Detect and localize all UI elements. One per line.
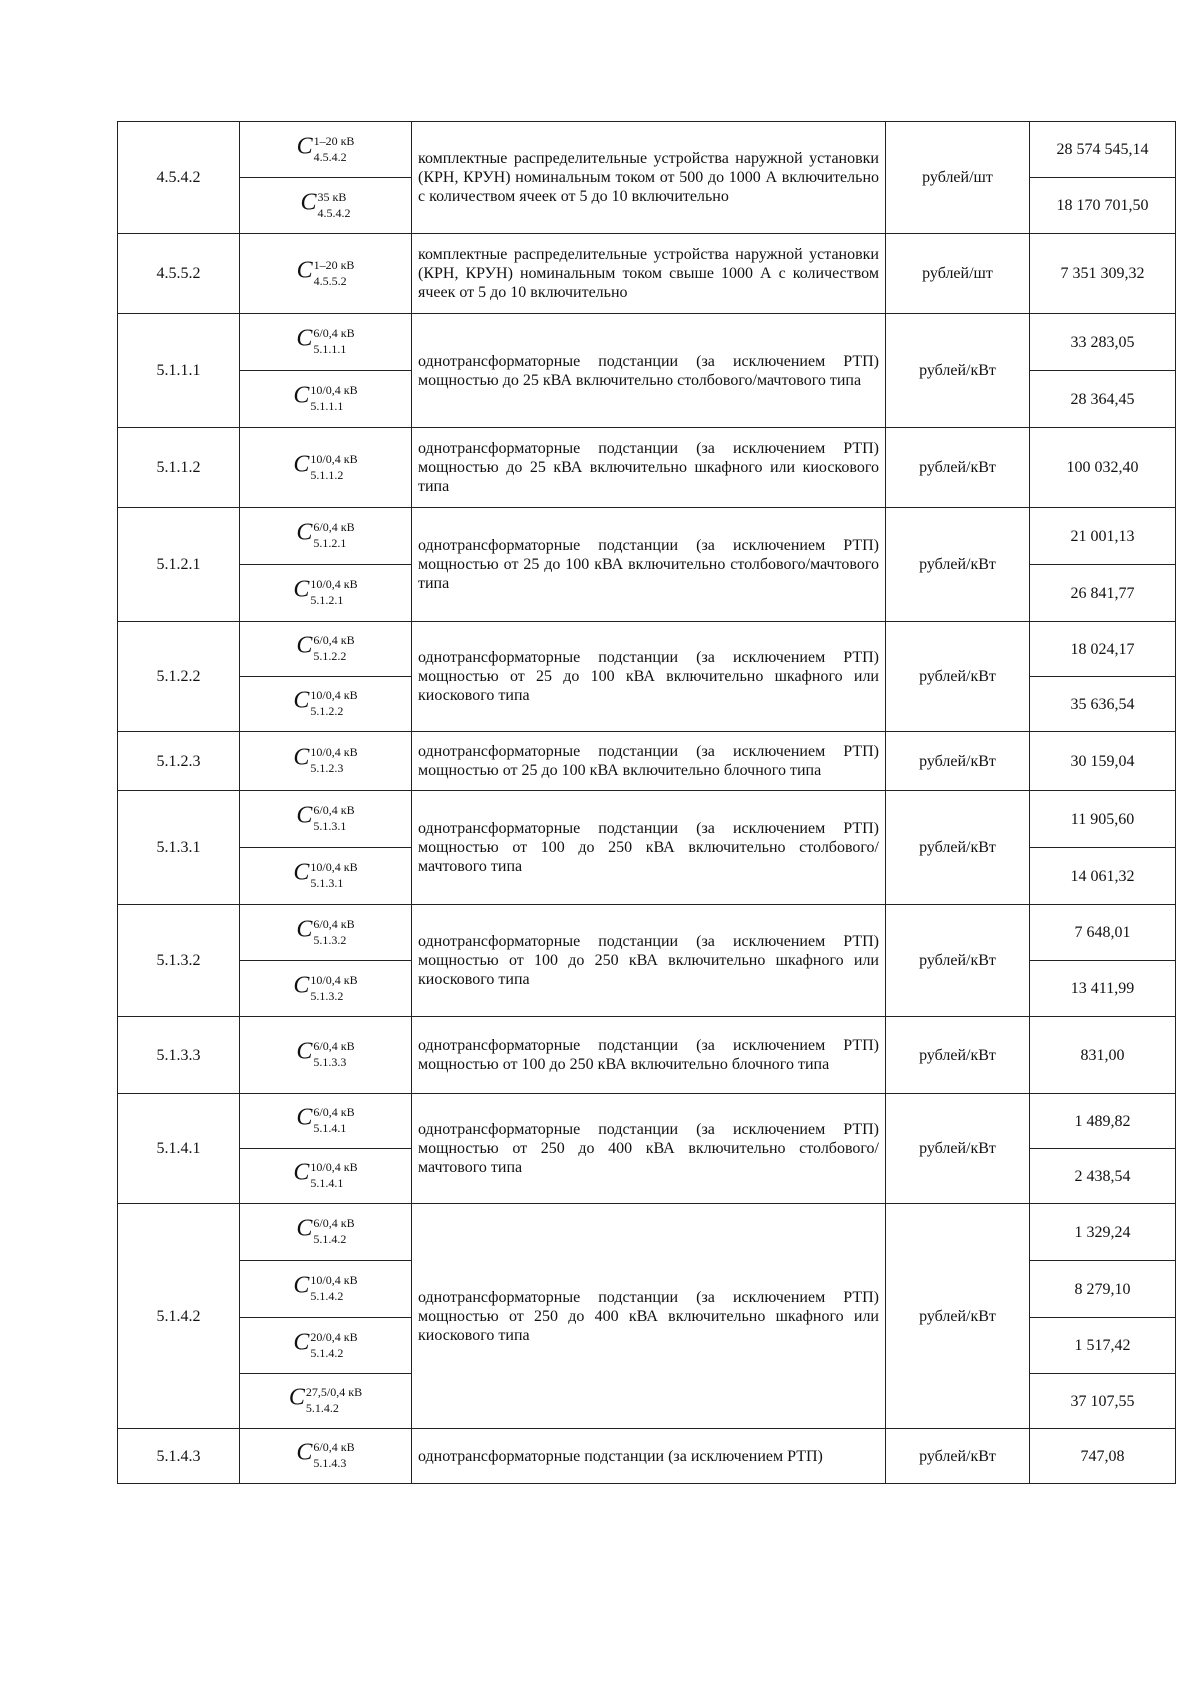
rate-symbol-letter: C — [293, 382, 310, 409]
rate-value-cell: 13 411,99 — [1030, 961, 1176, 1017]
item-description-cell: комплектные распределительные устройства наружной установки (КРН, КРУН) номинальным током свыше 1000 А с количеством ячеек от 5 до 10 включительно — [412, 234, 886, 314]
rate-symbol-letter: C — [296, 133, 313, 160]
rate-symbol-cell — [240, 791, 412, 848]
table-row — [118, 732, 1176, 791]
table-row — [118, 428, 1176, 508]
rate-value-cell: 33 283,05 — [1030, 314, 1176, 371]
rate-symbol-subscript: 5.1.3.3 — [313, 1055, 347, 1069]
rate-symbol-subscript: 5.1.2.1 — [310, 593, 344, 607]
rate-symbol-subscript: 5.1.4.2 — [310, 1345, 344, 1360]
rate-symbol-superscript: 10/0,4 кВ — [310, 688, 358, 702]
rate-symbol-indices — [313, 633, 355, 663]
unit-cell: рублей/кВт — [886, 1204, 1030, 1429]
rate-symbol-subscript: 5.1.3.2 — [313, 932, 347, 947]
rate-symbol-subscript: 5.1.4.2 — [313, 1232, 347, 1246]
item-code-cell: 5.1.4.2 — [118, 1204, 240, 1429]
rate-symbol-letter: C — [296, 802, 313, 829]
rate-value-cell: 831,00 — [1030, 1017, 1176, 1094]
rate-symbol-subscript: 5.1.4.3 — [313, 1456, 347, 1470]
item-description-cell: однотрансформаторные подстанции (за исключением РТП) мощностью от 25 до 100 кВА включительно блочного типа — [412, 732, 886, 791]
item-description-cell: однотрансформаторные подстанции (за исключением РТП) мощностью до 25 кВА включительно столбового/мачтового типа — [412, 314, 886, 428]
rate-symbol-superscript: 10/0,4 кВ — [310, 745, 358, 759]
rate-symbol-indices — [310, 1160, 358, 1190]
rate-symbol-cell — [240, 178, 412, 234]
rates-table-container — [117, 121, 1175, 1484]
table-row — [118, 905, 1176, 961]
rate-symbol-indices — [313, 1440, 355, 1470]
rate-symbol-indices — [310, 860, 358, 890]
rate-symbol-superscript: 10/0,4 кВ — [310, 972, 358, 987]
item-description-cell: однотрансформаторные подстанции (за исключением РТП) мощностью от 100 до 250 кВА включительно столбового/мачтового типа — [412, 791, 886, 905]
rate-symbol-cell — [240, 122, 412, 178]
rate-symbol-cell — [240, 622, 412, 677]
rate-symbol-subscript: 5.1.4.1 — [313, 1121, 347, 1135]
rate-symbol-superscript: 6/0,4 кВ — [313, 1039, 355, 1053]
rate-symbol-subscript: 5.1.3.2 — [310, 988, 344, 1003]
rate-symbol-letter: C — [296, 632, 313, 659]
rate-symbol-subscript: 5.1.2.3 — [310, 761, 344, 775]
rate-symbol-cell — [240, 677, 412, 732]
rate-symbol-cell — [240, 905, 412, 961]
rates-table-body — [118, 122, 1176, 1484]
rate-symbol-letter: C — [296, 1038, 313, 1065]
item-description-cell: однотрансформаторные подстанции (за исключением РТП) мощностью от 100 до 250 кВА включительно шкафного или киоскового типа — [412, 905, 886, 1017]
rate-symbol-superscript: 10/0,4 кВ — [310, 577, 358, 591]
rate-symbol-superscript: 10/0,4 кВ — [310, 451, 358, 466]
rate-symbol-cell — [240, 371, 412, 428]
item-code-cell: 5.1.4.3 — [118, 1429, 240, 1484]
rate-symbol-letter: C — [293, 687, 310, 714]
unit-cell: рублей/кВт — [886, 314, 1030, 428]
rate-symbol-indices — [313, 257, 355, 288]
item-code-cell: 5.1.2.1 — [118, 508, 240, 622]
item-description-cell: однотрансформаторные подстанции (за исключением РТП) мощностью от 25 до 100 кВА включительно шкафного или киоскового типа — [412, 622, 886, 732]
rate-symbol-superscript: 6/0,4 кВ — [313, 1105, 355, 1119]
unit-cell: рублей/кВт — [886, 905, 1030, 1017]
rate-value-cell: 2 438,54 — [1030, 1149, 1176, 1204]
item-description-cell: однотрансформаторные подстанции (за исключением РТП) мощностью до 25 кВА включительно шкафного или киоскового типа — [412, 428, 886, 508]
unit-cell: рублей/кВт — [886, 791, 1030, 905]
rate-symbol-cell — [240, 1374, 412, 1429]
item-code-cell: 5.1.2.3 — [118, 732, 240, 791]
item-code-cell: 5.1.2.2 — [118, 622, 240, 732]
rate-symbol-indices — [310, 383, 358, 413]
item-description-cell: однотрансформаторные подстанции (за исключением РТП) мощностью от 100 до 250 кВА включительно блочного типа — [412, 1017, 886, 1094]
rate-symbol-superscript: 6/0,4 кВ — [313, 916, 355, 931]
rate-symbol-subscript: 5.1.2.2 — [313, 649, 347, 663]
rate-symbol-indices — [310, 688, 358, 718]
rate-symbol-superscript: 10/0,4 кВ — [310, 383, 358, 397]
rate-value-cell: 30 159,04 — [1030, 732, 1176, 791]
rate-symbol-superscript: 1–20 кВ — [313, 133, 355, 148]
rate-symbol-cell — [240, 565, 412, 622]
item-description-cell: однотрансформаторные подстанции (за исключением РТП) мощностью от 250 до 400 кВА включительно шкафного или киоскового типа — [412, 1204, 886, 1429]
unit-cell: рублей/кВт — [886, 1017, 1030, 1094]
rate-symbol-indices — [310, 1273, 358, 1303]
rate-symbol-cell — [240, 1204, 412, 1261]
rate-symbol-letter: C — [296, 916, 313, 943]
rate-value-cell: 11 905,60 — [1030, 791, 1176, 848]
item-code-cell: 5.1.3.1 — [118, 791, 240, 905]
rate-symbol-letter: C — [293, 451, 310, 478]
table-row — [118, 314, 1176, 371]
rate-symbol-cell — [240, 848, 412, 905]
rate-value-cell: 1 329,24 — [1030, 1204, 1176, 1261]
rate-symbol-superscript: 35 кВ — [317, 189, 347, 204]
rate-symbol-indices — [313, 326, 355, 356]
rate-symbol-indices — [310, 451, 358, 482]
item-code-cell: 4.5.4.2 — [118, 122, 240, 234]
rate-symbol-letter: C — [300, 189, 317, 216]
rate-symbol-letter: C — [296, 519, 313, 546]
rate-symbol-superscript: 6/0,4 кВ — [313, 520, 355, 534]
rate-symbol-indices — [313, 1105, 355, 1135]
rate-value-cell: 747,08 — [1030, 1429, 1176, 1484]
table-row — [118, 622, 1176, 677]
rate-symbol-indices — [317, 189, 351, 220]
rate-symbol-subscript: 5.1.3.1 — [313, 819, 347, 833]
rate-symbol-superscript: 20/0,4 кВ — [310, 1329, 358, 1344]
item-code-cell: 4.5.5.2 — [118, 234, 240, 314]
rate-symbol-subscript: 5.1.2.2 — [310, 704, 344, 718]
rate-symbol-letter: C — [296, 1439, 313, 1466]
rate-value-cell: 35 636,54 — [1030, 677, 1176, 732]
rate-symbol-subscript: 5.1.1.1 — [310, 399, 344, 413]
rate-symbol-subscript: 5.1.4.1 — [310, 1176, 344, 1190]
rate-symbol-cell — [240, 961, 412, 1017]
rate-symbol-letter: C — [296, 1215, 313, 1242]
rate-value-cell: 37 107,55 — [1030, 1374, 1176, 1429]
rate-symbol-indices — [313, 520, 355, 550]
rate-symbol-letter: C — [293, 859, 310, 886]
rate-symbol-indices — [310, 1329, 358, 1360]
rate-symbol-subscript: 5.1.3.1 — [310, 876, 344, 890]
rate-symbol-letter: C — [293, 1272, 310, 1299]
unit-cell: рублей/кВт — [886, 1094, 1030, 1204]
rate-symbol-subscript: 4.5.4.2 — [313, 149, 347, 164]
rate-symbol-cell — [240, 1149, 412, 1204]
rate-value-cell: 21 001,13 — [1030, 508, 1176, 565]
rate-value-cell: 7 648,01 — [1030, 905, 1176, 961]
rate-symbol-letter: C — [296, 1104, 313, 1131]
rate-symbol-indices — [310, 745, 358, 775]
rate-symbol-cell — [240, 1017, 412, 1094]
rate-symbol-superscript: 10/0,4 кВ — [310, 1273, 358, 1287]
rate-value-cell: 14 061,32 — [1030, 848, 1176, 905]
item-code-cell: 5.1.3.2 — [118, 905, 240, 1017]
table-row — [118, 1204, 1176, 1261]
item-description-cell: однотрансформаторные подстанции (за исключением РТП) мощностью от 25 до 100 кВА включительно столбового/мачтового типа — [412, 508, 886, 622]
rate-symbol-cell — [240, 732, 412, 791]
item-code-cell: 5.1.1.1 — [118, 314, 240, 428]
rate-symbol-subscript: 5.1.1.1 — [313, 342, 347, 356]
table-row — [118, 1429, 1176, 1484]
rate-symbol-subscript: 5.1.1.2 — [310, 467, 344, 482]
rate-symbol-letter: C — [296, 257, 313, 284]
rate-symbol-letter: C — [288, 1384, 305, 1411]
rate-symbol-subscript: 5.1.2.1 — [313, 536, 347, 550]
unit-cell: рублей/кВт — [886, 1429, 1030, 1484]
rate-symbol-cell — [240, 428, 412, 508]
table-row — [118, 1094, 1176, 1149]
rate-symbol-superscript: 10/0,4 кВ — [310, 860, 358, 874]
item-description-cell: однотрансформаторные подстанции (за исключением РТП) — [412, 1429, 886, 1484]
rate-symbol-indices — [310, 972, 358, 1003]
rate-symbol-superscript: 6/0,4 кВ — [313, 1440, 355, 1454]
rates-table — [117, 121, 1176, 1484]
unit-cell: рублей/шт — [886, 234, 1030, 314]
rate-symbol-cell — [240, 234, 412, 314]
rate-symbol-subscript: 5.1.4.2 — [310, 1289, 344, 1303]
rate-symbol-superscript: 10/0,4 кВ — [310, 1160, 358, 1174]
rate-symbol-indices — [310, 577, 358, 607]
item-code-cell: 5.1.3.3 — [118, 1017, 240, 1094]
rate-symbol-indices — [305, 1385, 363, 1415]
rate-symbol-indices — [313, 803, 355, 833]
rate-symbol-indices — [313, 1216, 355, 1246]
unit-cell: рублей/кВт — [886, 428, 1030, 508]
table-row — [118, 234, 1176, 314]
unit-cell: рублей/кВт — [886, 622, 1030, 732]
rate-symbol-subscript: 4.5.5.2 — [313, 273, 347, 288]
rate-symbol-letter: C — [293, 1159, 310, 1186]
rate-value-cell: 28 364,45 — [1030, 371, 1176, 428]
rate-symbol-letter: C — [293, 1329, 310, 1356]
rate-symbol-indices — [313, 1039, 355, 1069]
rate-symbol-letter: C — [293, 744, 310, 771]
rate-value-cell: 18 024,17 — [1030, 622, 1176, 677]
rate-value-cell: 1 489,82 — [1030, 1094, 1176, 1149]
rate-value-cell: 1 517,42 — [1030, 1318, 1176, 1374]
rate-value-cell: 28 574 545,14 — [1030, 122, 1176, 178]
unit-cell: рублей/шт — [886, 122, 1030, 234]
rate-symbol-superscript: 6/0,4 кВ — [313, 326, 355, 340]
rate-symbol-superscript: 27,5/0,4 кВ — [305, 1385, 363, 1399]
rate-value-cell: 18 170 701,50 — [1030, 178, 1176, 234]
item-code-cell: 5.1.1.2 — [118, 428, 240, 508]
unit-cell: рублей/кВт — [886, 508, 1030, 622]
rate-symbol-indices — [313, 916, 355, 947]
rate-symbol-superscript: 6/0,4 кВ — [313, 803, 355, 817]
rate-symbol-cell — [240, 508, 412, 565]
rate-symbol-superscript: 1–20 кВ — [313, 257, 355, 272]
rate-symbol-cell — [240, 1094, 412, 1149]
rate-symbol-cell — [240, 314, 412, 371]
rate-symbol-letter: C — [293, 972, 310, 999]
rate-symbol-indices — [313, 133, 355, 164]
item-code-cell: 5.1.4.1 — [118, 1094, 240, 1204]
rate-symbol-subscript: 5.1.4.2 — [305, 1401, 339, 1415]
item-description-cell: комплектные распределительные устройства наружной установки (КРН, КРУН) номинальным током от 500 до 1000 А включительно с количеством ячеек от 5 до 10 включительно — [412, 122, 886, 234]
table-row — [118, 508, 1176, 565]
rate-value-cell: 100 032,40 — [1030, 428, 1176, 508]
table-row — [118, 122, 1176, 178]
rate-symbol-letter: C — [296, 325, 313, 352]
rate-symbol-superscript: 6/0,4 кВ — [313, 633, 355, 647]
rate-symbol-subscript: 4.5.4.2 — [317, 205, 351, 220]
unit-cell: рублей/кВт — [886, 732, 1030, 791]
item-description-cell: однотрансформаторные подстанции (за исключением РТП) мощностью от 250 до 400 кВА включительно столбового/мачтового типа — [412, 1094, 886, 1204]
rate-value-cell: 7 351 309,32 — [1030, 234, 1176, 314]
rate-symbol-cell — [240, 1261, 412, 1318]
table-row — [118, 791, 1176, 848]
rate-symbol-cell — [240, 1318, 412, 1374]
rate-value-cell: 8 279,10 — [1030, 1261, 1176, 1318]
rate-symbol-cell — [240, 1429, 412, 1484]
rate-value-cell: 26 841,77 — [1030, 565, 1176, 622]
rate-symbol-superscript: 6/0,4 кВ — [313, 1216, 355, 1230]
rate-symbol-letter: C — [293, 576, 310, 603]
table-row — [118, 1017, 1176, 1094]
